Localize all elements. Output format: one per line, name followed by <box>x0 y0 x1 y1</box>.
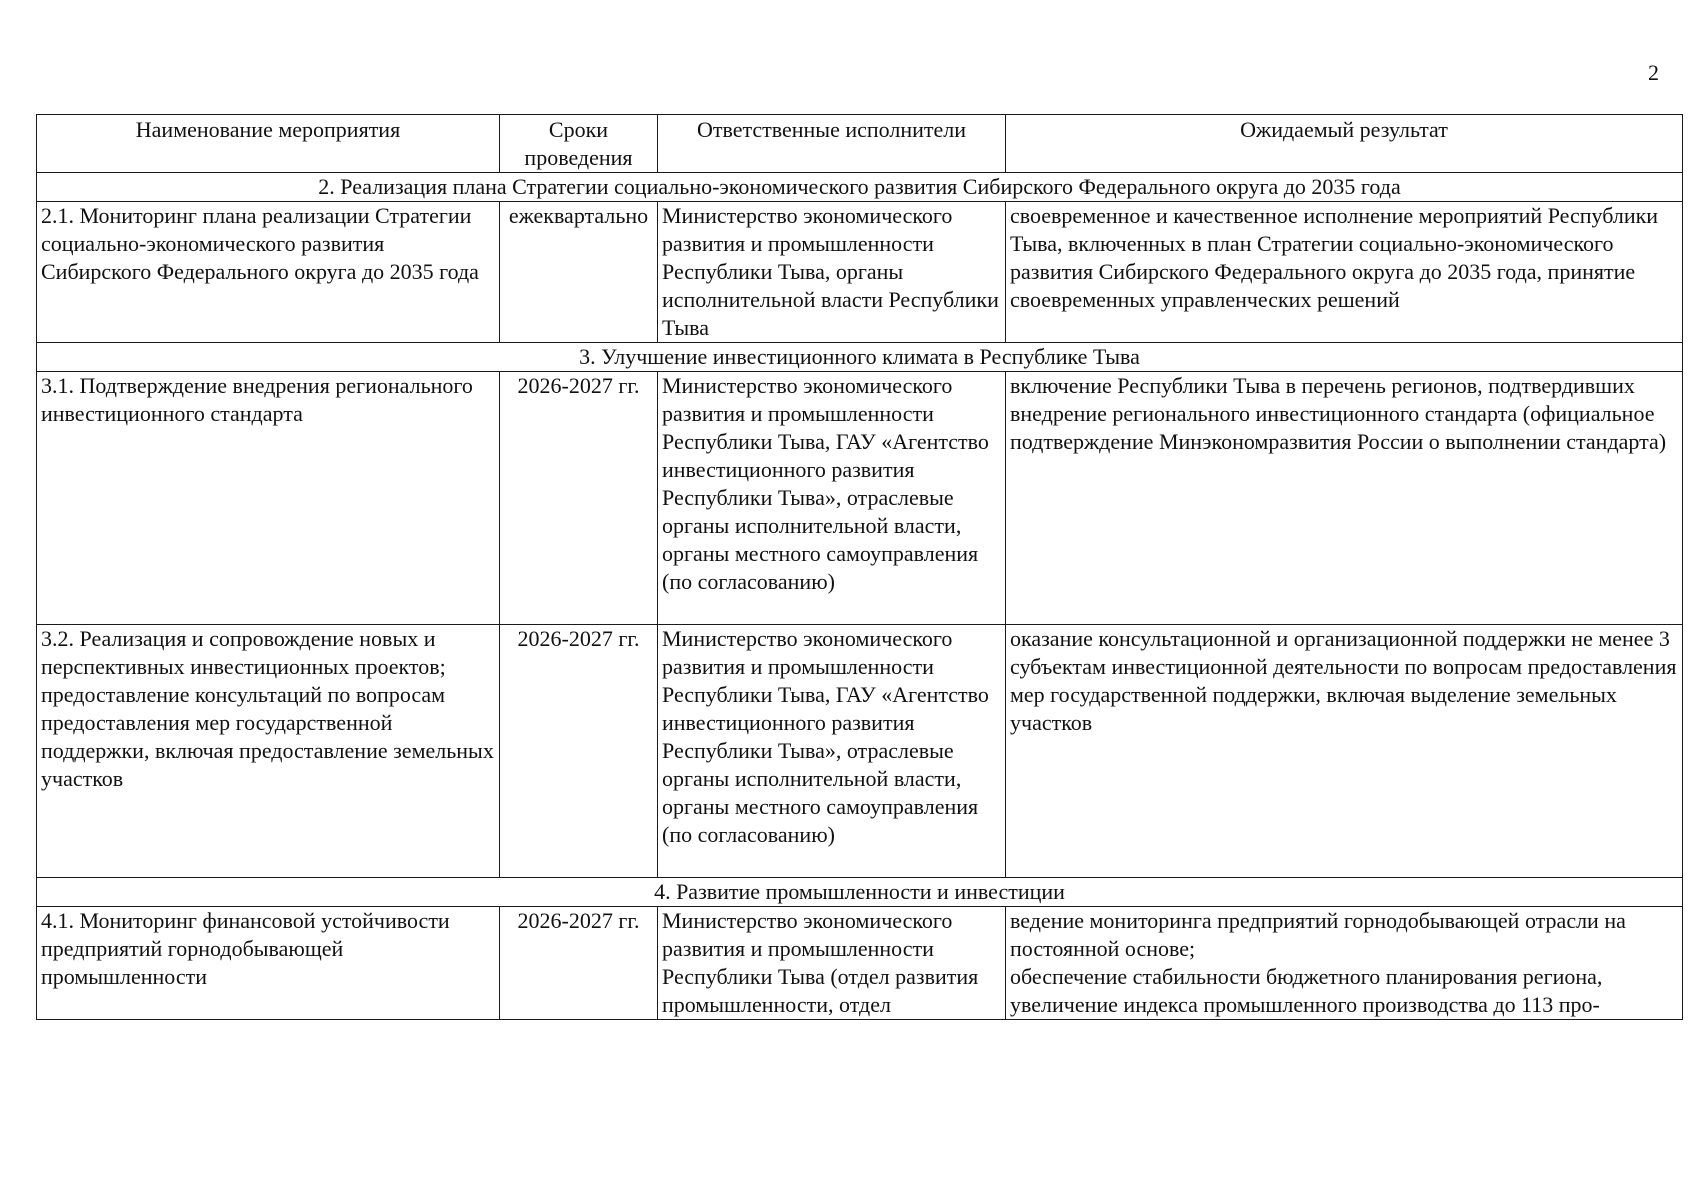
event-term: ежеквартально <box>500 202 658 343</box>
event-result <box>1006 907 1683 1020</box>
event-name: 4.1. Мониторинг финансовой устойчивости предприятий горнодобывающей промышленности <box>37 907 500 1020</box>
event-result-line: обеспечение стабильности бюджетного планирования региона, увеличение индекса промышленного производства до 113 про- <box>1010 964 1603 1017</box>
event-result: оказание консультационной и организационной поддержки не менее 3 субъектам инвестиционной деятельности по вопросам предоставления мер государственной поддержки, включая выделение земельных участков <box>1006 625 1683 878</box>
event-executors: Министерство экономического развития и промышленности Республики Тыва (отдел развития промышленности, отдел <box>658 907 1006 1020</box>
event-name: 3.2. Реализация и сопровождение новых и перспективных инвестиционных проектов; предоставление консультаций по вопросам предоставления мер государственной поддержки, включая предоставление земельных участков <box>37 625 500 878</box>
page-number: 2 <box>1648 60 1659 85</box>
table-row <box>37 372 1683 625</box>
event-name: 3.1. Подтверждение внедрения регионального инвестиционного стандарта <box>37 372 500 625</box>
event-result: включение Республики Тыва в перечень регионов, подтвердивших внедрение регионального инвестиционного стандарта (официальное подтверждение Минэкономразвития России о выполнении стандарта) <box>1006 372 1683 625</box>
section-row <box>37 878 1683 907</box>
event-executors: Министерство экономического развития и промышленности Республики Тыва, ГАУ «Агентство инвестиционного развития Республики Тыва», отраслевые органы исполнительной власти, органы местного самоуправления (по согласованию) <box>658 625 1006 878</box>
section-row <box>37 343 1683 372</box>
header-result: Ожидаемый результат <box>1006 115 1683 173</box>
table-row <box>37 625 1683 878</box>
event-executors: Министерство экономического развития и промышленности Республики Тыва, ГАУ «Агентство инвестиционного развития Республики Тыва», отраслевые органы исполнительной власти, органы местного самоуправления (по согласованию) <box>658 372 1006 625</box>
table-row <box>37 202 1683 343</box>
event-term: 2026-2027 гг. <box>500 907 658 1020</box>
event-result-line: ведение мониторинга предприятий горнодобывающей отрасли на постоянной основе; <box>1010 908 1626 961</box>
event-term: 2026-2027 гг. <box>500 372 658 625</box>
events-table <box>36 114 1683 1020</box>
section-title: 2. Реализация плана Стратегии социально-экономического развития Сибирского Федерального округа до 2035 года <box>37 173 1683 202</box>
header-event-name: Наименование мероприятия <box>37 115 500 173</box>
table-header-row <box>37 115 1683 173</box>
header-term: Сроки проведения <box>500 115 658 173</box>
section-title: 4. Развитие промышленности и инвестиции <box>37 878 1683 907</box>
event-term: 2026-2027 гг. <box>500 625 658 878</box>
section-row <box>37 173 1683 202</box>
event-name: 2.1. Мониторинг плана реализации Стратегии социально-экономического развития Сибирского Федерального округа до 2035 года <box>37 202 500 343</box>
table-row <box>37 907 1683 1020</box>
header-executors: Ответственные исполнители <box>658 115 1006 173</box>
event-result: своевременное и качественное исполнение мероприятий Республики Тыва, включенных в план Стратегии социально-экономического развития Сибирского Федерального округа до 2035 года, принятие своевременных управленческих решений <box>1006 202 1683 343</box>
event-executors: Министерство экономического развития и промышленности Республики Тыва, органы исполнительной власти Республики Тыва <box>658 202 1006 343</box>
section-title: 3. Улучшение инвестиционного климата в Республике Тыва <box>37 343 1683 372</box>
